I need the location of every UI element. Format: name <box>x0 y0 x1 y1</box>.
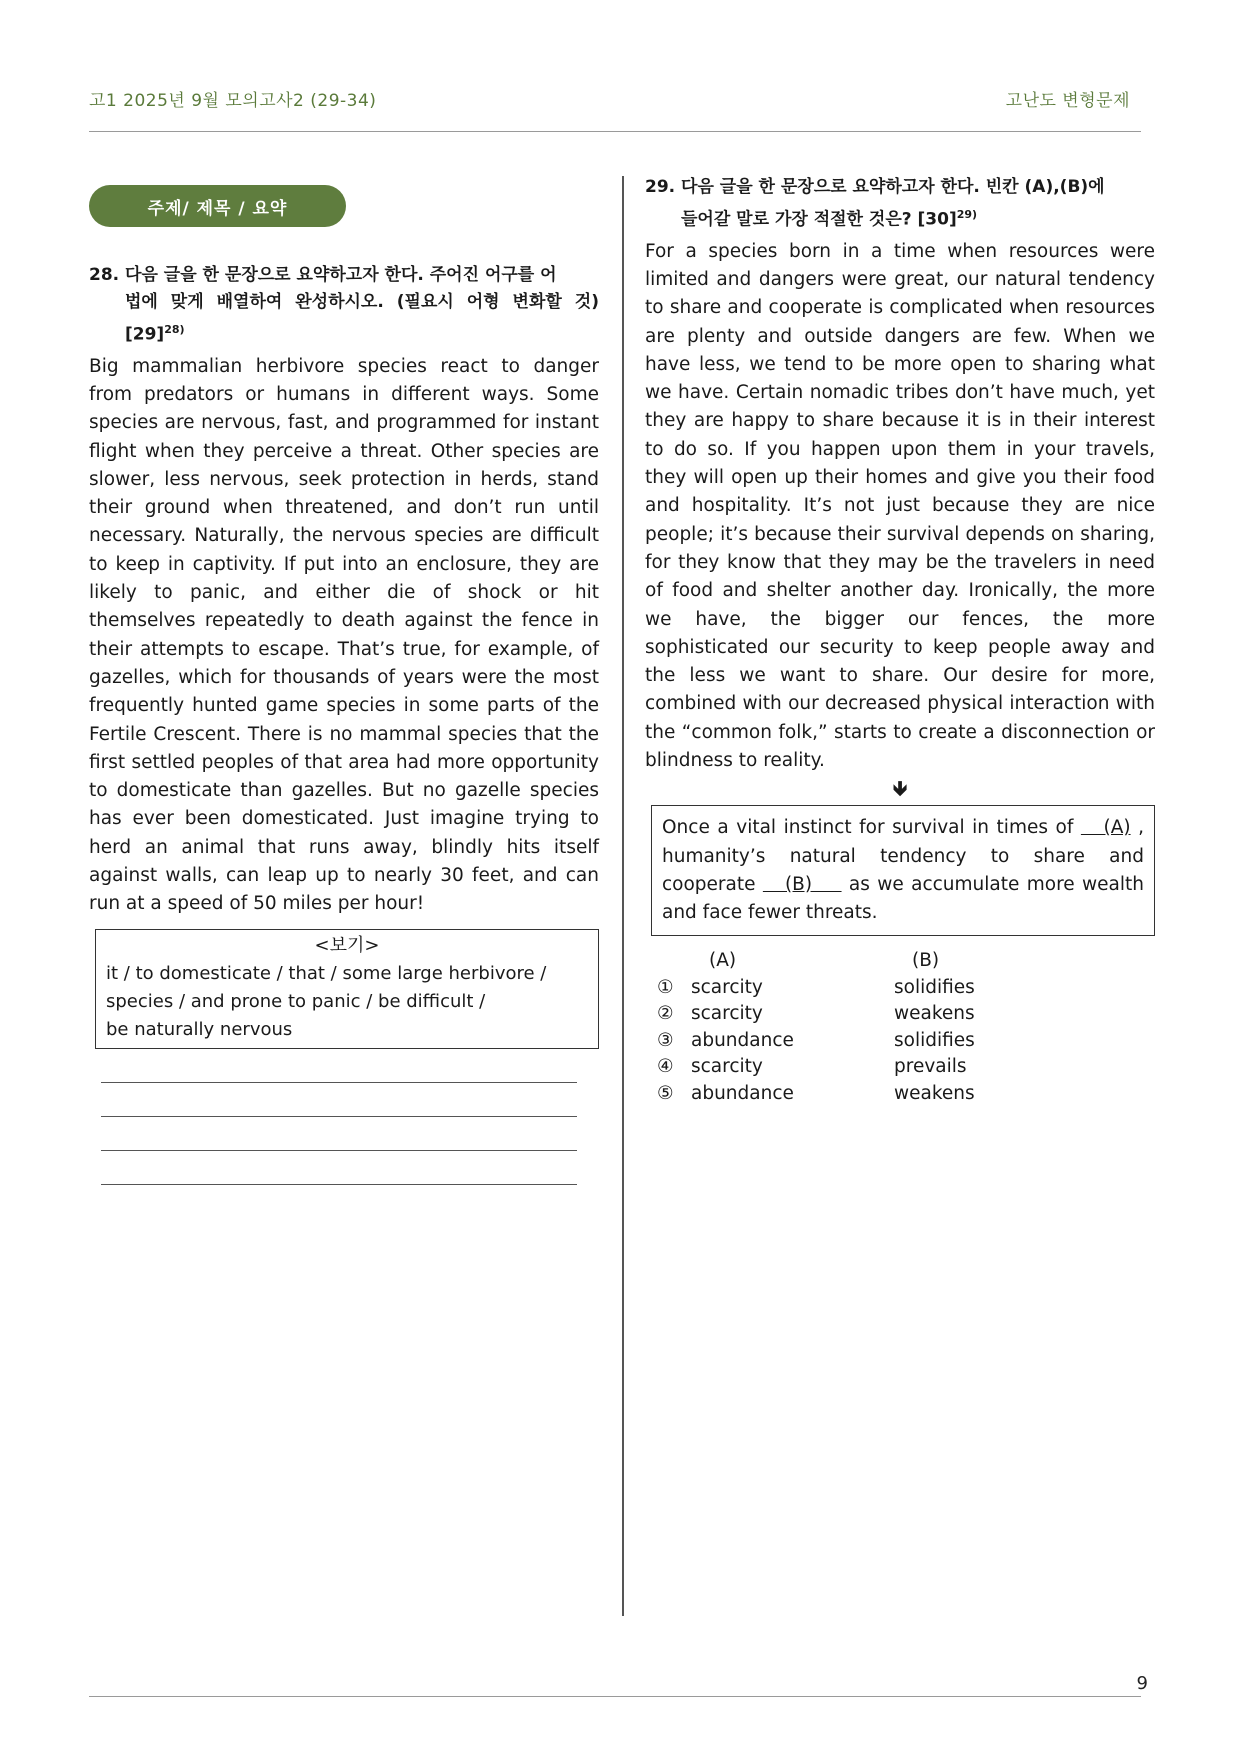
choice-b: prevails <box>894 1056 967 1078</box>
q29-choice[interactable] <box>645 975 1155 1002</box>
q29-title <box>645 174 1155 234</box>
q29-title-line2: 들어갈 말로 가장 적절한 것은? [30] <box>681 209 957 230</box>
q28-title-line2: 법에 맞게 배열하여 완성하시오. (필요시 어형 변화할 <box>125 292 562 312</box>
choice-b: solidifies <box>894 976 975 998</box>
q29-summary-part2: , humanity’s natural tendency to share and cooperate <box>662 817 1144 895</box>
choice-number: ③ <box>657 1029 674 1051</box>
q28-bogi-line1: it / to domesticate / that / some large herbivore / <box>106 962 547 984</box>
page-number: 9 <box>1136 1673 1148 1694</box>
q28-title-line1: 28. 다음 글을 한 문장으로 요약하고자 한다. 주어진 어구를 어 <box>89 265 557 285</box>
q28-bogi-box <box>95 929 599 1049</box>
q29-summary-part3: as we accumulate more wealth and face fewer threats. <box>662 873 1144 924</box>
q29-choice[interactable] <box>645 1001 1155 1028</box>
q28-answer-line[interactable] <box>101 1049 577 1083</box>
q29-summary-box <box>651 805 1155 936</box>
choice-b: solidifies <box>894 1029 975 1051</box>
header-rule <box>89 131 1141 132</box>
header-right-title: 고난도 변형문제 <box>1005 91 1130 111</box>
q28-title-line3: 것) [29] <box>125 292 599 345</box>
q28-answer-line[interactable] <box>101 1117 577 1151</box>
q29-blank-a: (A) <box>1080 817 1131 839</box>
choice-a: scarcity <box>691 976 763 998</box>
header-left-title: 고1 2025년 9월 모의고사2 (29-34) <box>89 91 377 111</box>
q29-choice[interactable] <box>645 1054 1155 1081</box>
choice-number: ④ <box>657 1056 674 1078</box>
down-arrow-icon: 🡻 <box>892 776 908 801</box>
choice-number: ① <box>657 976 674 998</box>
q28-answer-line[interactable] <box>101 1083 577 1117</box>
choice-number: ⑤ <box>657 1082 674 1104</box>
question-28 <box>89 262 599 1185</box>
choice-b: weakens <box>894 1003 975 1025</box>
q29-choice[interactable] <box>645 1028 1155 1055</box>
choice-a: scarcity <box>691 1056 763 1078</box>
q29-footnote: 29) <box>956 208 978 221</box>
choice-head-b: (B) <box>912 950 940 972</box>
q28-answer-line[interactable] <box>101 1151 577 1185</box>
q29-choice-header <box>645 948 1155 975</box>
q29-choice[interactable] <box>645 1081 1155 1108</box>
choice-a: abundance <box>691 1029 794 1051</box>
choice-head-a: (A) <box>709 950 737 972</box>
q29-choices <box>645 948 1155 1107</box>
q28-bogi-title: <보기> <box>314 934 380 956</box>
choice-a: scarcity <box>691 1003 763 1025</box>
q29-passage: For a species born in a time when resources were limited and dangers were great, our natural tendency to share and cooperate is complicated when resources are plenty and outside dangers are few. When we have less, we tend to be more open to sharing what we have. Certain nomadic tribes don’t have much, yet they are happy to share because it is in their interest to do so. If you happen upon them in your travels, they will open up their homes and give you their food and hospitality. It’s not just because they are nice people; it’s because their survival depends on sharing, for they know that they may be the travelers in need of food and shelter another day. Ironically, the more we have, the bigger our fences, the more sophisticated our security to keep people away and the less we want to share. Our desire for more, combined with our decreased physical interaction with the “common folk,” starts to create a disconnection or blindness to reality. <box>645 240 1155 771</box>
q29-title-line1: 29. 다음 글을 한 문장으로 요약하고자 한다. 빈칸 (A),(B)에 <box>645 177 1105 197</box>
choice-b: weakens <box>894 1082 975 1104</box>
q28-footnote: 28) <box>164 323 185 336</box>
choice-a: abundance <box>691 1082 794 1104</box>
choice-number: ② <box>657 1003 674 1025</box>
q28-bogi-line3: be naturally nervous <box>106 1018 293 1040</box>
section-pill: 주제/ 제목 / 요약 <box>89 185 346 227</box>
q28-bogi-line2: species / and prone to panic / be difficult / <box>106 990 486 1012</box>
q28-passage: Big mammalian herbivore species react to danger from predators or humans in different ways. Some species are nervous, fast, and programmed for instant flight when they perceive a threat. Other species are slower, less nervous, seek protection in herds, stand their ground when threatened, and don’t run until necessary. Naturally, the nervous species are difficult to keep in captivity. If put into an enclosure, they are likely to panic, and either die of shock or hit themselves repeatedly to death against the fence in their attempts to escape. That’s true, for example, of gazelles, which for thousands of years were the most frequently hunted game species in some parts of the Fertile Crescent. There is no mammal species that the first settled peoples of that area had more opportunity to domesticate than gazelles. But no gazelle species has ever been domesticated. Just imagine trying to herd an animal that runs away, blindly hits itself against walls, can leap up to nearly 30 feet, and can run at a speed of 50 miles per hour! <box>89 355 599 915</box>
q29-summary-part1: Once a vital instinct for survival in times of <box>662 817 1081 839</box>
q28-title <box>89 262 599 349</box>
column-divider <box>622 176 624 1616</box>
q29-blank-b: (B) <box>762 873 842 895</box>
footer-rule <box>89 1696 1141 1697</box>
question-29 <box>645 174 1155 1107</box>
